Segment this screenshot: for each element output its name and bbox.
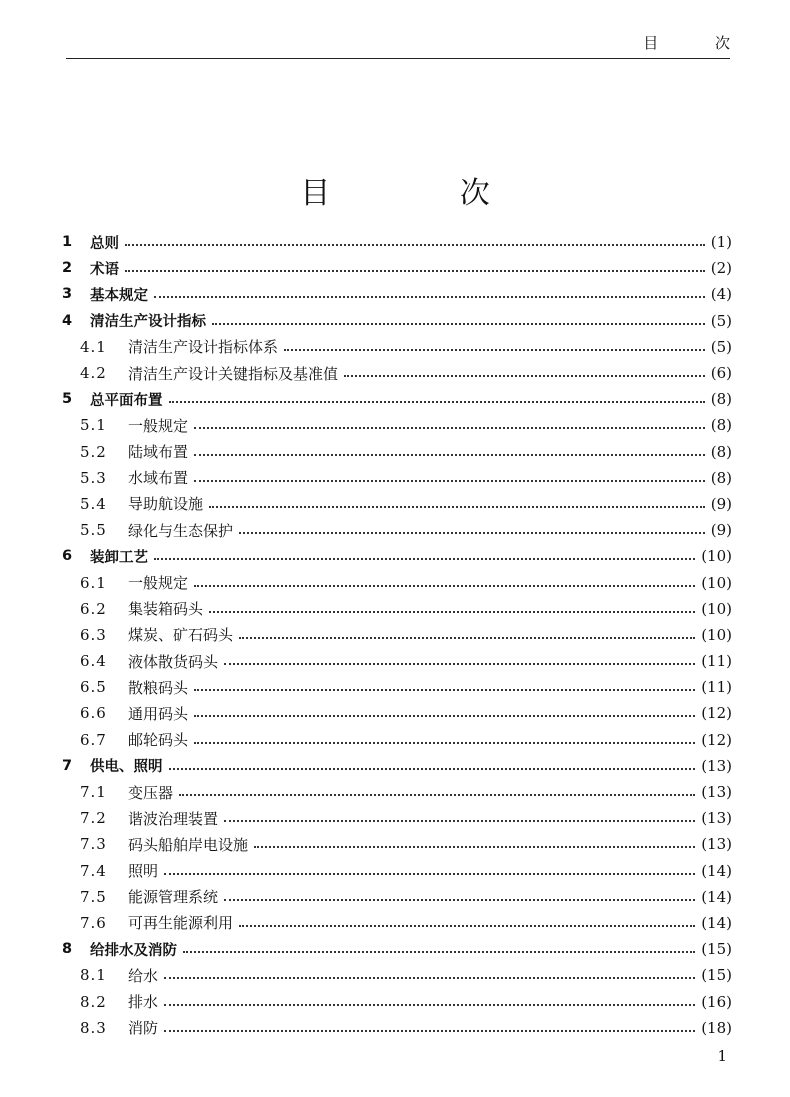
toc-entry-number: 7.6	[80, 913, 107, 932]
toc-entry-number: 8.1	[80, 966, 107, 985]
dot-leader	[194, 427, 705, 429]
toc-section-entry[interactable]	[62, 517, 732, 543]
toc-section-entry[interactable]	[62, 648, 732, 674]
dot-leader	[164, 1004, 695, 1006]
toc-chapter-entry[interactable]	[62, 753, 732, 779]
toc-chapter-entry[interactable]	[62, 543, 732, 569]
toc-section-entry[interactable]	[62, 962, 732, 988]
dot-leader	[212, 323, 705, 325]
toc-entry-page: (5)	[710, 311, 732, 330]
toc-entry-title: 一般规定	[128, 416, 189, 435]
toc-entry-title: 消防	[128, 1019, 159, 1038]
toc-entry-number: 5	[62, 391, 73, 408]
toc-entry-number: 8	[62, 941, 73, 958]
toc-entry-title: 液体散货码头	[128, 652, 219, 671]
dot-leader	[164, 1030, 695, 1032]
toc-entry-page: (15)	[701, 940, 732, 959]
toc-chapter-entry[interactable]	[62, 281, 732, 307]
toc-entry-title: 照明	[128, 862, 159, 881]
toc-entry-title: 清洁生产设计指标体系	[128, 338, 279, 357]
toc-section-entry[interactable]	[62, 465, 732, 491]
toc-section-entry[interactable]	[62, 779, 732, 805]
dot-leader	[239, 925, 695, 927]
toc-entry-title: 一般规定	[128, 574, 189, 593]
toc-section-entry[interactable]	[62, 334, 732, 360]
dot-leader	[164, 977, 695, 979]
toc-chapter-entry[interactable]	[62, 308, 732, 334]
toc-section-entry[interactable]	[62, 622, 732, 648]
toc-section-entry[interactable]	[62, 884, 732, 910]
dot-leader	[194, 480, 705, 482]
page-title: 目 次	[300, 176, 550, 211]
toc-entry-page: (5)	[710, 337, 732, 356]
toc-chapter-entry[interactable]	[62, 229, 732, 255]
toc-chapter-entry[interactable]	[62, 386, 732, 412]
toc-entry-page: (11)	[701, 652, 732, 671]
toc-entry-page: (12)	[701, 730, 732, 749]
toc-entry-title: 谐波治理装置	[128, 809, 219, 828]
table-of-contents	[62, 229, 732, 1041]
toc-entry-number: 6.3	[80, 625, 107, 644]
toc-entry-page: (12)	[701, 704, 732, 723]
toc-entry-title: 可再生能源利用	[128, 914, 234, 933]
page-number: 1	[717, 1047, 727, 1065]
toc-section-entry[interactable]	[62, 831, 732, 857]
toc-entry-page: (4)	[710, 285, 732, 304]
dot-leader	[194, 742, 695, 744]
dot-leader	[224, 663, 695, 665]
toc-entry-page: (10)	[701, 573, 732, 592]
toc-entry-number: 3	[62, 286, 73, 303]
dot-leader	[183, 951, 695, 953]
toc-entry-page: (8)	[710, 390, 732, 409]
toc-entry-number: 4	[62, 312, 73, 329]
toc-entry-page: (13)	[701, 783, 732, 802]
toc-entry-page: (8)	[710, 442, 732, 461]
dot-leader	[254, 846, 695, 848]
toc-entry-number: 1	[62, 234, 73, 251]
toc-entry-title: 装卸工艺	[90, 549, 148, 566]
toc-entry-title: 通用码头	[128, 704, 189, 723]
toc-entry-number: 5.1	[80, 416, 107, 435]
toc-entry-number: 6.6	[80, 704, 107, 723]
toc-entry-number: 7.3	[80, 835, 107, 854]
toc-entry-number: 7	[62, 757, 73, 774]
dot-leader	[164, 873, 695, 875]
toc-entry-page: (1)	[710, 233, 732, 252]
toc-entry-page: (9)	[710, 521, 732, 540]
toc-section-entry[interactable]	[62, 700, 732, 726]
toc-entry-title: 绿化与生态保护	[128, 521, 234, 540]
toc-entry-page: (16)	[701, 992, 732, 1011]
dot-leader	[169, 768, 696, 770]
toc-entry-title: 清洁生产设计指标	[90, 314, 206, 331]
toc-entry-number: 6.4	[80, 652, 107, 671]
toc-chapter-entry[interactable]	[62, 936, 732, 962]
toc-entry-page: (8)	[710, 468, 732, 487]
dot-leader	[239, 532, 705, 534]
dot-leader	[224, 820, 695, 822]
toc-entry-title: 水域布置	[128, 469, 189, 488]
toc-entry-page: (14)	[701, 913, 732, 932]
dot-leader	[209, 611, 695, 613]
dot-leader	[125, 270, 705, 272]
toc-entry-number: 8.3	[80, 1018, 107, 1037]
dot-leader	[284, 349, 705, 351]
dot-leader	[169, 401, 705, 403]
toc-entry-title: 散粮码头	[128, 678, 189, 697]
toc-entry-page: (13)	[701, 835, 732, 854]
toc-entry-number: 7.1	[80, 783, 107, 802]
toc-entry-page: (2)	[710, 259, 732, 278]
dot-leader	[344, 375, 705, 377]
toc-section-entry[interactable]	[62, 360, 732, 386]
toc-entry-number: 7.2	[80, 809, 107, 828]
toc-entry-page: (6)	[710, 364, 732, 383]
toc-entry-title: 集装箱码头	[128, 600, 204, 619]
toc-entry-title: 清洁生产设计关键指标及基准值	[128, 364, 339, 383]
dot-leader	[194, 585, 695, 587]
toc-entry-title: 能源管理系统	[128, 888, 219, 907]
toc-entry-number: 5.2	[80, 442, 107, 461]
toc-section-entry[interactable]	[62, 439, 732, 465]
toc-section-entry[interactable]	[62, 596, 732, 622]
toc-entry-title: 导助航设施	[128, 495, 204, 514]
dot-leader	[125, 244, 705, 246]
toc-entry-title: 码头船舶岸电设施	[128, 835, 249, 854]
toc-entry-title: 总则	[90, 235, 119, 252]
toc-entry-number: 6	[62, 548, 73, 565]
toc-entry-number: 5.3	[80, 468, 107, 487]
toc-entry-title: 术语	[90, 261, 119, 278]
dot-leader	[209, 506, 705, 508]
toc-section-entry[interactable]	[62, 674, 732, 700]
toc-entry-title: 煤炭、矿石码头	[128, 626, 234, 645]
toc-section-entry[interactable]	[62, 569, 732, 595]
toc-entry-page: (18)	[701, 1018, 732, 1037]
toc-entry-page: (9)	[710, 494, 732, 513]
dot-leader	[194, 454, 705, 456]
toc-entry-number: 7.4	[80, 861, 107, 880]
toc-entry-title: 陆域布置	[128, 443, 189, 462]
toc-entry-number: 6.7	[80, 730, 107, 749]
toc-entry-title: 基本规定	[90, 287, 148, 304]
dot-leader	[179, 794, 695, 796]
dot-leader	[154, 558, 695, 560]
toc-entry-number: 7.5	[80, 887, 107, 906]
toc-section-entry[interactable]	[62, 727, 732, 753]
toc-entry-page: (8)	[710, 416, 732, 435]
running-header	[66, 30, 756, 59]
toc-entry-title: 变压器	[128, 783, 174, 802]
toc-section-entry[interactable]	[62, 858, 732, 884]
dot-leader	[194, 689, 695, 691]
dot-leader	[224, 899, 695, 901]
dot-leader	[239, 637, 695, 639]
toc-entry-title: 供电、照明	[90, 759, 163, 776]
toc-section-entry[interactable]	[62, 910, 732, 936]
toc-entry-page: (11)	[701, 678, 732, 697]
toc-entry-page: (10)	[701, 625, 732, 644]
toc-section-entry[interactable]	[62, 1015, 732, 1041]
toc-entry-number: 5.4	[80, 494, 107, 513]
toc-entry-number: 6.5	[80, 678, 107, 697]
toc-section-entry[interactable]	[62, 491, 732, 517]
toc-entry-page: (14)	[701, 861, 732, 880]
toc-entry-page: (10)	[701, 547, 732, 566]
toc-entry-number: 5.5	[80, 521, 107, 540]
toc-entry-title: 给排水及消防	[90, 942, 177, 959]
toc-section-entry[interactable]	[62, 988, 732, 1014]
toc-entry-number: 4.1	[80, 337, 107, 356]
toc-section-entry[interactable]	[62, 412, 732, 438]
toc-entry-number: 4.2	[80, 364, 107, 383]
dot-leader	[194, 715, 695, 717]
toc-entry-number: 8.2	[80, 992, 107, 1011]
toc-chapter-entry[interactable]	[62, 255, 732, 281]
toc-entry-title: 邮轮码头	[128, 731, 189, 750]
toc-entry-page: (15)	[701, 966, 732, 985]
dot-leader	[154, 296, 705, 298]
toc-entry-page: (13)	[701, 756, 732, 775]
toc-entry-page: (10)	[701, 599, 732, 618]
running-header-title: 目 次	[643, 34, 756, 52]
toc-entry-number: 2	[62, 260, 73, 277]
toc-entry-title: 排水	[128, 993, 159, 1012]
toc-section-entry[interactable]	[62, 805, 732, 831]
toc-entry-number: 6.1	[80, 573, 107, 592]
toc-entry-title: 总平面布置	[90, 392, 163, 409]
toc-entry-page: (13)	[701, 809, 732, 828]
toc-entry-number: 6.2	[80, 599, 107, 618]
toc-entry-page: (14)	[701, 887, 732, 906]
toc-entry-title: 给水	[128, 966, 159, 985]
